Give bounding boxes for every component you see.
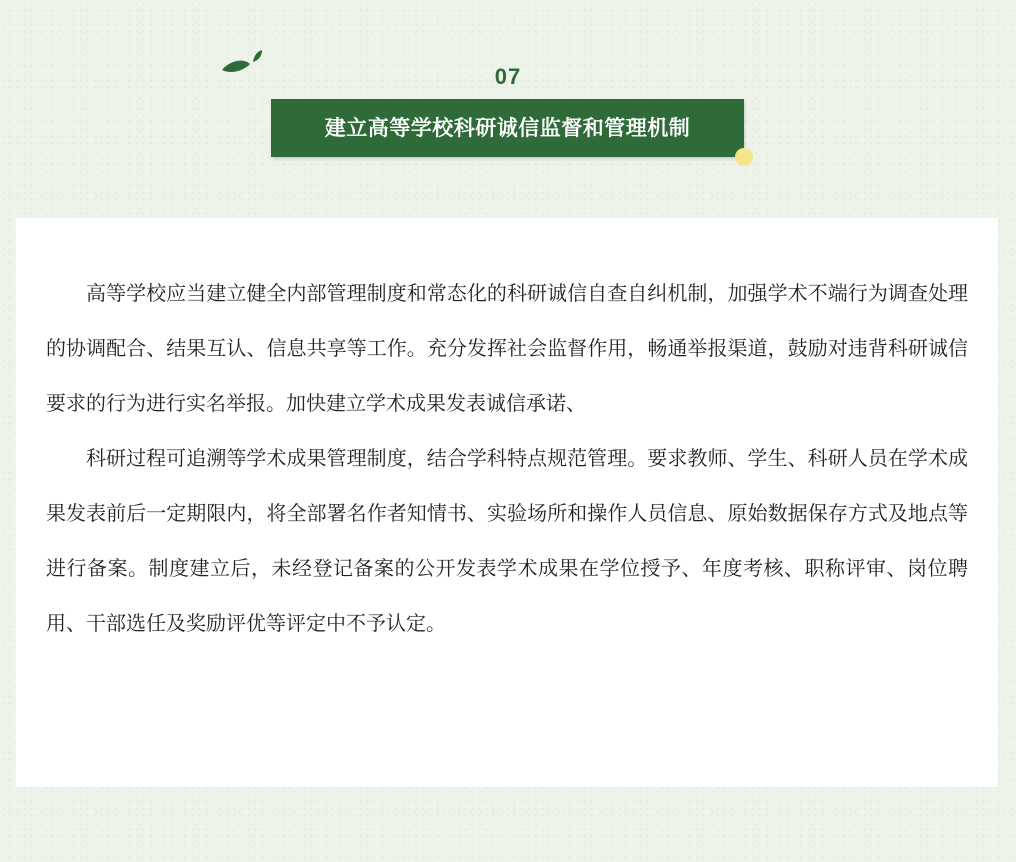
section-number: 07 [494, 64, 522, 89]
title-banner [271, 99, 744, 157]
section-title: 建立高等学校科研诚信监督和管理机制 [324, 116, 691, 140]
paragraph: 科研过程可追溯等学术成果管理制度，结合学科特点规范管理。要求教师、学生、科研人员在学术成果发表前后一定期限内，将全部署名作者知情书、实验场所和操作人员信息、原始数据保存方式及地点等进行备案。制度建立后，未经登记备案的公开发表学术成果在学位授予、年度考核、职称评审、岗位聘用、干部选任及奖励评优等评定中不予认定。 [46, 446, 968, 635]
paragraph: 高等学校应当建立健全内部管理制度和常态化的科研诚信自查自纠机制，加强学术不端行为调查处理的协调配合、结果互认、信息共享等工作。充分发挥社会监督作用，畅通举报渠道，鼓励对违背科研诚信要求的行为进行实名举报。加快建立学术成果发表诚信承诺、 [46, 281, 968, 415]
content-card [16, 218, 998, 787]
yellow-dot-icon [735, 148, 753, 166]
